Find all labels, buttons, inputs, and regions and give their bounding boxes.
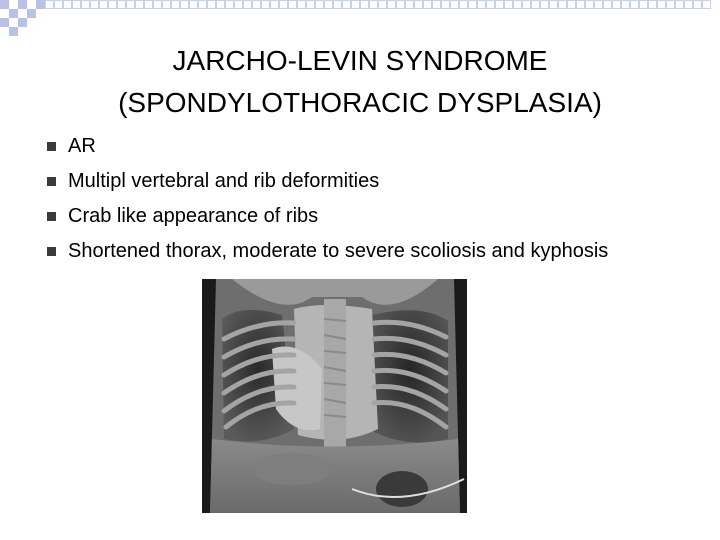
bullet-item — [40, 134, 660, 158]
bullet-item — [40, 169, 660, 193]
square-bullet-icon — [47, 142, 56, 151]
bullet-text: Crab like appearance of ribs — [68, 205, 319, 227]
square-bullet-icon — [47, 247, 56, 256]
bullet-text: Multipl vertebral and rib deformities — [68, 170, 380, 192]
bullet-item — [40, 239, 660, 263]
title-line-2: (SPONDYLOTHORACIC DYSPLASIA) — [118, 87, 602, 118]
bullet-list — [40, 134, 660, 274]
title-line-1: JARCHO-LEVIN SYNDROME — [172, 45, 548, 76]
square-bullet-icon — [47, 212, 56, 221]
square-bullet-icon — [47, 177, 56, 186]
slide-title — [40, 40, 680, 124]
bullet-text: AR — [68, 135, 96, 157]
bullet-text: Shortened thorax, moderate to severe scoliosis and kyphosis — [68, 240, 609, 262]
chest-xray-image — [202, 279, 467, 513]
bullet-item — [40, 204, 660, 228]
